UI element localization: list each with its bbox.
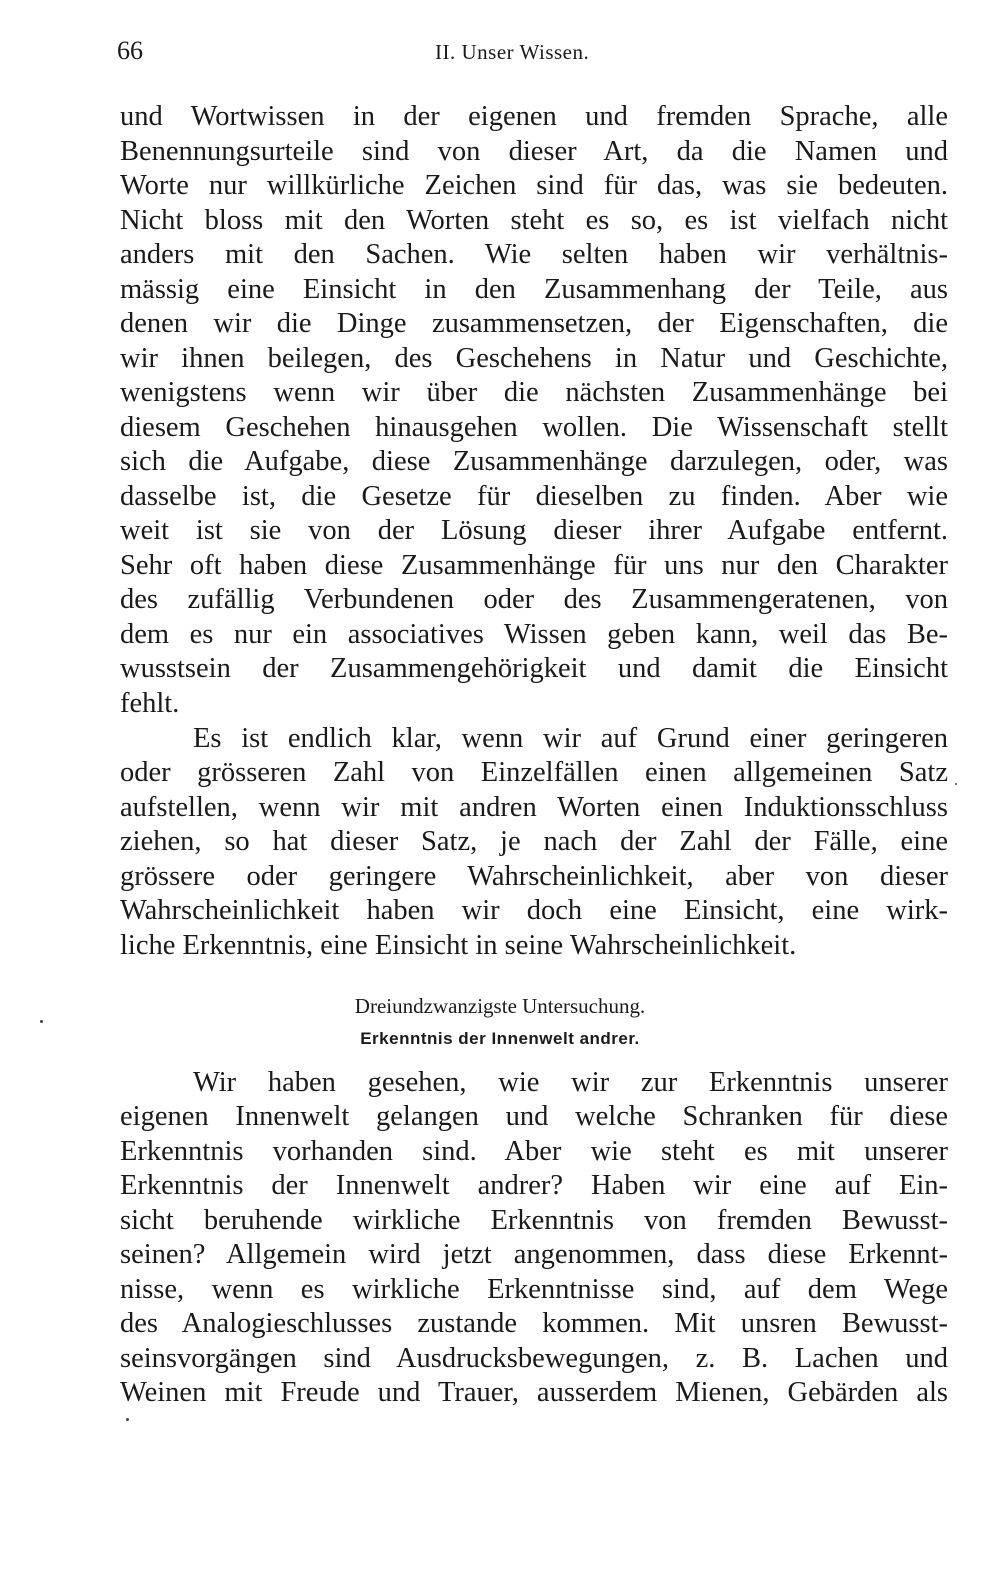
scan-speck [955, 783, 957, 785]
text-line: Wir haben gesehen, wie wir zur Erkenntnis unserer [193, 1067, 948, 1098]
text-line: diesem Geschehen hinausgehen wollen. Die Wissenschaft stellt [120, 412, 948, 443]
text-line: wusstsein der Zusammengehörigkeit und damit die Einsicht [120, 653, 948, 684]
scan-speck [40, 1020, 43, 1023]
text-line: Erkenntnis vorhanden sind. Aber wie steht es mit unserer [120, 1136, 948, 1167]
scan-speck [126, 1418, 129, 1421]
running-head: II. Unser Wissen. [435, 40, 590, 64]
text-line: Nicht bloss mit den Worten steht es so, es ist vielfach nicht [120, 205, 948, 236]
text-line: oder grösseren Zahl von Einzelfällen einen allgemeinen Satz [120, 757, 948, 788]
text-line: seinen? Allgemein wird jetzt angenommen, dass diese Erkennt- [120, 1239, 948, 1270]
text-line: aufstellen, wenn wir mit andren Worten einen Induktionsschluss [120, 792, 948, 823]
text-line: Worte nur willkürliche Zeichen sind für das, was sie bedeuten. [120, 170, 948, 201]
text-line: anders mit den Sachen. Wie selten haben wir verhältnis- [120, 239, 948, 270]
text-line: seinsvorgängen sind Ausdrucksbewegungen, z. B. Lachen und [120, 1343, 948, 1374]
text-line: Weinen mit Freude und Trauer, ausserdem Mienen, Gebärden als [120, 1377, 948, 1408]
text-line: ziehen, so hat dieser Satz, je nach der Zahl der Fälle, eine [120, 826, 948, 857]
text-line: nisse, wenn es wirkliche Erkenntnisse sind, auf dem Wege [120, 1274, 948, 1305]
text-line: dem es nur ein associatives Wissen geben kann, weil das Be- [120, 619, 948, 650]
text-line: sicht beruhende wirkliche Erkenntnis von fremden Bewusst- [120, 1205, 948, 1236]
text-line: Es ist endlich klar, wenn wir auf Grund einer geringeren [193, 723, 948, 754]
text-line: mässig eine Einsicht in den Zusammenhang der Teile, aus [120, 274, 948, 305]
text-line: des Analogieschlusses zustande kommen. Mit unsren Bewusst- [120, 1308, 948, 1339]
text-line: sich die Aufgabe, diese Zusammenhänge darzulegen, oder, was [120, 446, 948, 477]
section-subtitle: Erkenntnis der Innenwelt andrer. [360, 1029, 640, 1048]
section-title: Dreiundzwanzigste Untersuchung. [354, 994, 646, 1018]
text-line: fehlt. [120, 688, 180, 719]
text-line: grössere oder geringere Wahrscheinlichkeit, aber von dieser [120, 861, 948, 892]
text-line: des zufällig Verbundenen oder des Zusammengeratenen, von [120, 584, 948, 615]
text-line: Sehr oft haben diese Zusammenhänge für uns nur den Charakter [120, 550, 948, 581]
text-line: Wahrscheinlichkeit haben wir doch eine Einsicht, eine wirk- [120, 895, 948, 926]
text-line: dasselbe ist, die Gesetze für dieselben zu finden. Aber wie [120, 481, 948, 512]
text-line: wir ihnen beilegen, des Geschehens in Natur und Geschichte, [120, 343, 948, 374]
text-line: Erkenntnis der Innenwelt andrer? Haben wir eine auf Ein- [120, 1170, 948, 1201]
text-line: liche Erkenntnis, eine Einsicht in seine Wahrscheinlichkeit. [120, 930, 797, 961]
text-line: denen wir die Dinge zusammensetzen, der Eigenschaften, die [120, 308, 948, 339]
text-line: und Wortwissen in der eigenen und fremden Sprache, alle [120, 101, 948, 132]
text-line: eigenen Innenwelt gelangen und welche Schranken für diese [120, 1101, 948, 1132]
text-line: Benennungsurteile sind von dieser Art, da die Namen und [120, 136, 948, 167]
page-number: 66 [117, 36, 143, 65]
text-line: wenigstens wenn wir über die nächsten Zusammenhänge bei [120, 377, 948, 408]
text-line: weit ist sie von der Lösung dieser ihrer Aufgabe entfernt. [120, 515, 948, 546]
